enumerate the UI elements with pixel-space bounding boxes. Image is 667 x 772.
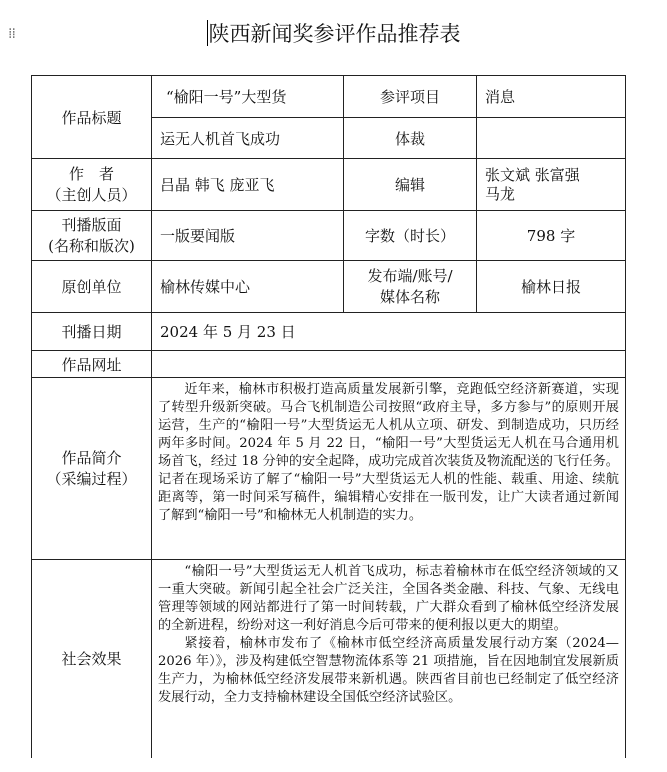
url-label: 作品网址 [32, 351, 152, 378]
effect-text-1: “榆阳一号”大型货运无人机首飞成功，标志着榆林市在低空经济领域的又一重大突破。新闻引起全社会广泛关注，全国各类金融、科技、气象、无线电管理等领域的网站都进行了第一时间转载，广大群众看到了榆林低空经济发展的全新进程，纷纷对这一利好消息今后可带来的便利报以更大的期望。 [158, 564, 619, 633]
recommendation-table [31, 75, 626, 758]
wordcount-value[interactable]: 798 字 [477, 211, 626, 261]
publisher-value[interactable]: 榆林日报 [477, 261, 626, 313]
effect-label: 社会效果 [32, 560, 152, 758]
effect-text-cell[interactable] [152, 560, 626, 758]
intro-text: 近年来，榆林市积极打造高质量发展新引擎，竞跑低空经济新赛道，实现了转型升级新突破。马合飞机制造公司按照“政府主导，多方参与”的原则开展运营，生产的“榆阳一号”大型货运无人机从立项、研发、到制造成功，只历经两年多时间。2024 年 5 月 22 日，“榆阳一号”大型货运无人机在马合通用机场首飞，经过 18 分钟的安全起降，成功完成首次装货及物流配送的飞行任务。记者在现场采访了解了“榆阳一号”大型货运无人机的性能、载重、用途、续航距离等，第一时间采写稿件，编辑精心安排在一版刊发，让广大读者通过新闻了解到“榆阳一号”和榆林无人机制造的实力。 [158, 382, 619, 523]
genre-label: 体裁 [344, 118, 477, 159]
publisher-label: 发布端/账号/ 媒体名称 [344, 261, 477, 313]
work-title-line2[interactable]: 运无人机首飞成功 [152, 118, 344, 159]
effect-text-2: 紧接着，榆林市发布了《榆林市低空经济高质量发展行动方案（2024—2026 年）》，涉及构建低空智慧物流体系等 21 项措施，旨在因地制宜发展新质生产力，为榆林低空经济发展带来新机遇。陕西省目前也已经制定了低空经济发展行动，全力支持榆林建设全国低空经济试验区。 [158, 636, 619, 705]
intro-text-cell[interactable] [152, 378, 626, 560]
category-value[interactable]: 消息 [477, 76, 626, 118]
unit-label: 原创单位 [32, 261, 152, 313]
genre-value[interactable] [477, 118, 626, 159]
editor-value[interactable]: 张文斌 张富强 马龙 [477, 159, 626, 211]
url-value[interactable] [152, 351, 626, 378]
layout-label: 刊播版面 (名称和版次) [32, 211, 152, 261]
drag-handle-icon[interactable]: ⁞⁞ [8, 26, 15, 42]
page-title: 陕西新闻奖参评作品推荐表 [208, 22, 461, 46]
date-value[interactable]: 2024 年 5 月 23 日 [152, 313, 626, 351]
work-title-line1[interactable]: “榆阳一号”大型货 [152, 76, 344, 118]
category-label: 参评项目 [344, 76, 477, 118]
date-label: 刊播日期 [32, 313, 152, 351]
intro-label: 作品简介 （采编过程） [32, 378, 152, 560]
wordcount-label: 字数（时长） [344, 211, 477, 261]
author-label: 作 者 （主创人员） [32, 159, 152, 211]
editor-label: 编辑 [344, 159, 477, 211]
unit-value[interactable]: 榆林传媒中心 [152, 261, 344, 313]
work-title-label: 作品标题 [32, 76, 152, 159]
layout-value[interactable]: 一版要闻版 [152, 211, 344, 261]
text-cursor [207, 20, 208, 46]
author-value[interactable]: 吕晶 韩飞 庞亚飞 [152, 159, 344, 211]
